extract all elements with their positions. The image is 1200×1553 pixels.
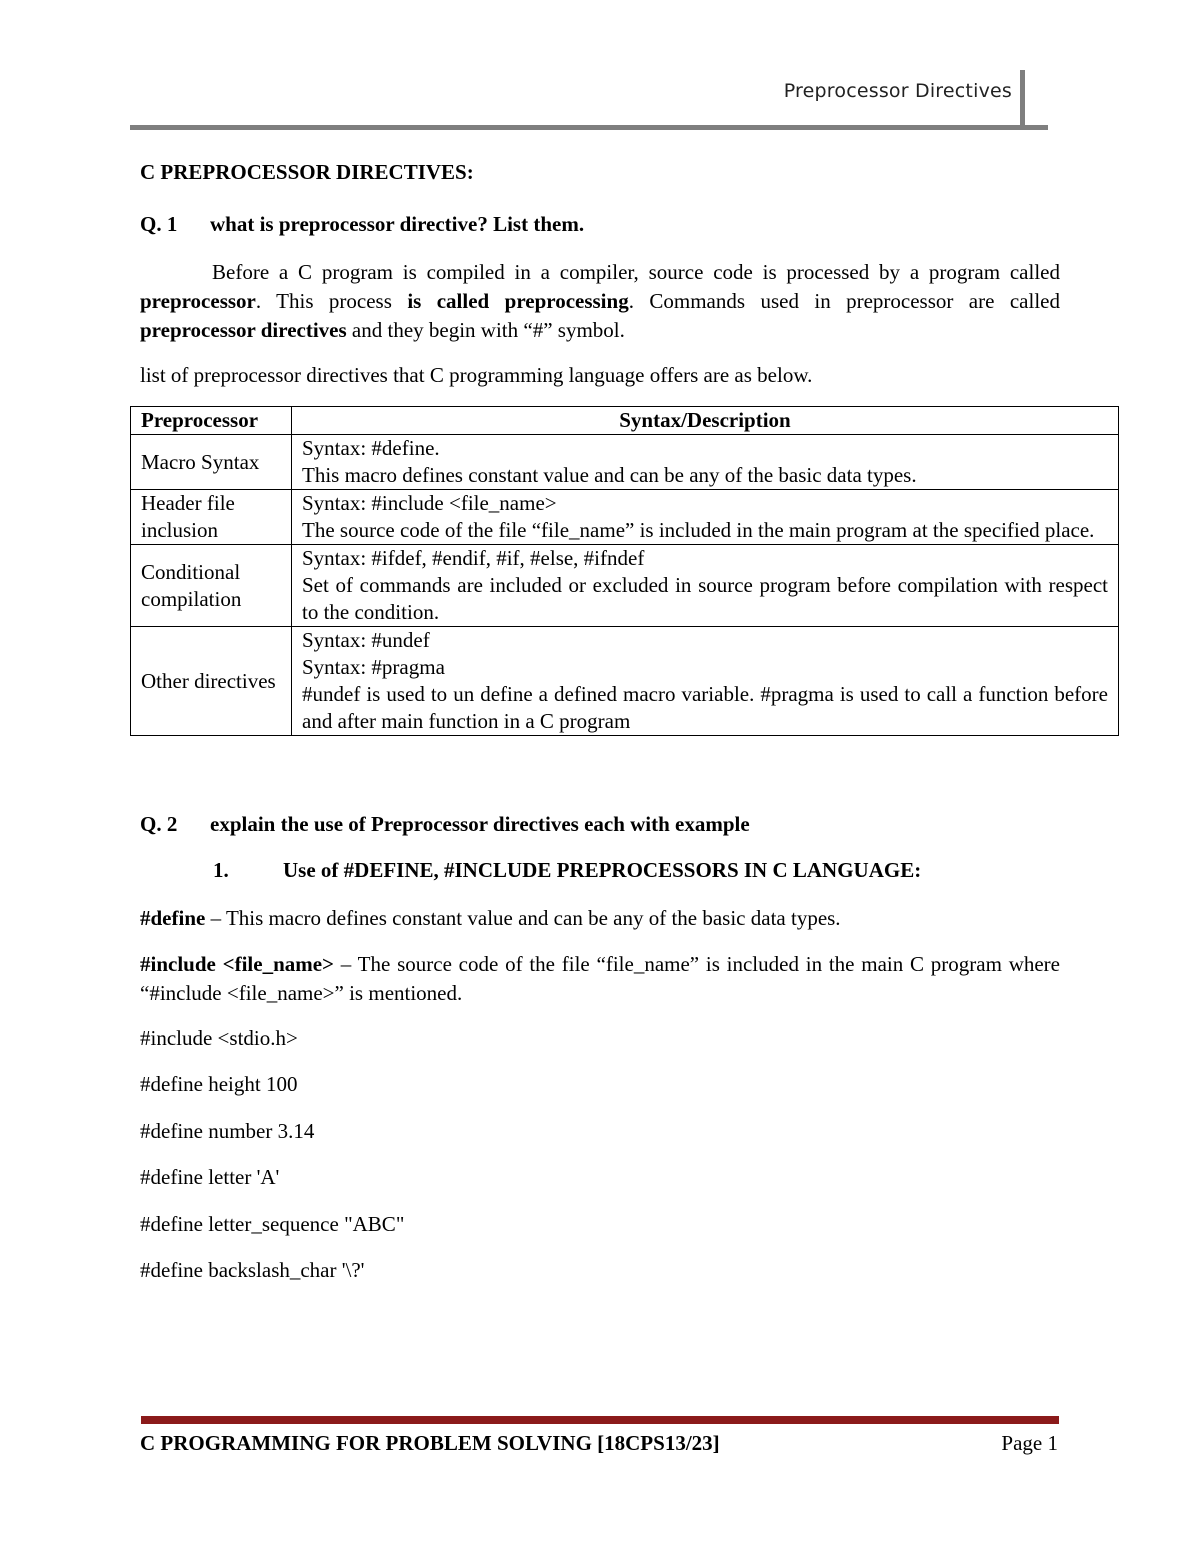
intro-bold-3: preprocessor directives [140, 318, 347, 342]
table-line: Syntax: #define. [302, 436, 440, 460]
code-line: #define backslash_char '\?' [140, 1258, 365, 1282]
table-cell-name: Conditional compilation [131, 545, 292, 627]
table-cell-description [292, 627, 1119, 736]
subsection-text: Use of #DEFINE, #INCLUDE PREPROCESSORS IN C LANGUAGE: [283, 858, 922, 882]
directives-table [130, 406, 1119, 736]
table-line: Syntax: #ifdef, #endif, #if, #else, #ifndef [302, 546, 645, 570]
code-line: #define letter 'A' [140, 1165, 280, 1189]
subsection-heading [213, 858, 921, 883]
paragraph-intro [140, 258, 1060, 345]
table-row [131, 627, 1119, 736]
table-header-row [131, 407, 1119, 435]
table-header-preprocessor: Preprocessor [131, 407, 292, 435]
define-text: – This macro defines constant value and can be any of the basic data types. [205, 906, 841, 930]
intro-text-2: . This process [255, 289, 408, 313]
table-row [131, 490, 1119, 545]
table-header-syntax: Syntax/Description [292, 407, 1119, 435]
question-1 [140, 212, 584, 237]
table-cell-description [292, 490, 1119, 545]
intro-bold-1: preprocessor [140, 289, 256, 313]
question-1-text: what is preprocessor directive? List them. [210, 212, 585, 236]
footer-rule [141, 1416, 1059, 1424]
intro-text-3: . Commands used in preprocessor are called [628, 289, 1060, 313]
code-line: #define height 100 [140, 1072, 298, 1096]
table-line: This macro defines constant value and can be any of the basic data types. [302, 463, 917, 487]
include-description [140, 950, 1060, 1008]
table-line: Syntax: #pragma [302, 655, 445, 679]
define-description [140, 904, 1060, 933]
subsection-number: 1. [213, 858, 229, 882]
table-cell-name: Other directives [131, 627, 292, 736]
code-line: #define number 3.14 [140, 1119, 315, 1143]
footer-page-number: Page 1 [1001, 1431, 1058, 1455]
table-row [131, 435, 1119, 490]
intro-bold-2: is called preprocessing [407, 289, 629, 313]
header-horizontal-rule [130, 125, 1048, 130]
table-line: Syntax: #include <file_name> [302, 491, 557, 515]
question-2 [140, 812, 750, 837]
table-line: The source code of the file “file_name” is included in the main program at the specified place. [302, 518, 1095, 542]
intro-text-1: Before a C program is compiled in a compiler, source code is processed by a program called [212, 260, 1060, 284]
table-cell-description [292, 545, 1119, 627]
header-title: Preprocessor Directives [783, 80, 1012, 102]
question-1-number: Q. 1 [140, 212, 178, 236]
include-keyword: #include <file_name> [140, 952, 335, 976]
code-line: #include <stdio.h> [140, 1026, 298, 1050]
include-text: – The source code of the file “file_name” is included in the main C program where “#include <file_name>” is mentioned. [140, 952, 1060, 1005]
table-line: #undef is used to un define a defined macro variable. #pragma is used to call a function before and after main function in a C program [302, 682, 1108, 733]
intro-text-4: and they begin with “#” symbol. [346, 318, 625, 342]
table-line: Set of commands are included or excluded in source program before compilation with respect to the condition. [302, 573, 1108, 624]
page-title: C PREPROCESSOR DIRECTIVES: [140, 160, 474, 184]
define-keyword: #define [140, 906, 206, 930]
footer-course-title: C PROGRAMMING FOR PROBLEM SOLVING [18CPS13/23] [140, 1431, 720, 1455]
code-line: #define letter_sequence "ABC" [140, 1212, 405, 1236]
header-vertical-rule [1020, 70, 1025, 128]
question-2-text: explain the use of Preprocessor directives each with example [210, 812, 750, 836]
paragraph-list-intro: list of preprocessor directives that C programming language offers are as below. [140, 363, 813, 387]
table-cell-name: Header file inclusion [131, 490, 292, 545]
question-2-number: Q. 2 [140, 812, 178, 836]
table-cell-name: Macro Syntax [131, 435, 292, 490]
table-line: Syntax: #undef [302, 628, 430, 652]
table-row [131, 545, 1119, 627]
table-cell-description [292, 435, 1119, 490]
